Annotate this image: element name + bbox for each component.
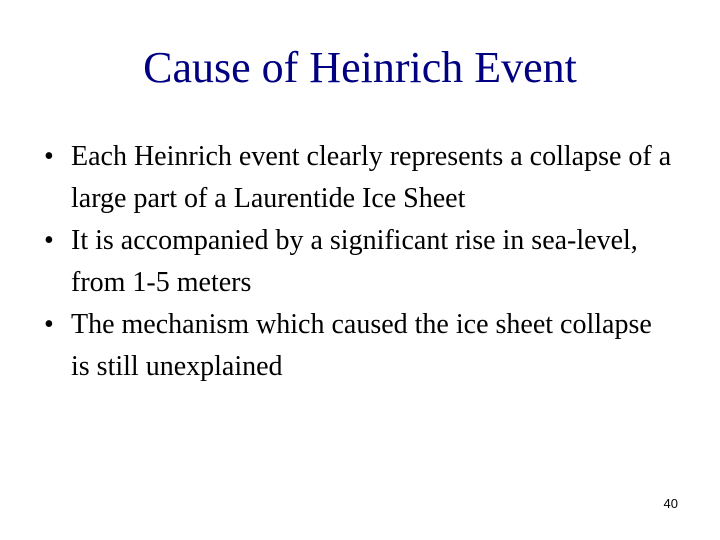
slide-number: 40 — [663, 496, 678, 511]
bullet-item-3 — [44, 304, 674, 388]
bullet-text-2: It is accompanied by a significant rise in sea-level, from 1-5 meters — [71, 225, 638, 298]
bullet-dot-icon: • — [44, 141, 54, 172]
bullet-dot-icon: • — [44, 309, 54, 340]
slide-title: Cause of Heinrich Event — [143, 43, 577, 92]
bullet-item-1 — [44, 136, 674, 220]
bullet-dot-icon: • — [44, 225, 54, 256]
bullet-item-2 — [44, 220, 674, 304]
bullet-text-3: The mechanism which caused the ice sheet collapse is still unexplained — [71, 309, 652, 382]
bullet-text-1: Each Heinrich event clearly represents a collapse of a large part of a Laurentide Ice Sheet — [71, 141, 672, 214]
bullet-list — [44, 136, 674, 388]
